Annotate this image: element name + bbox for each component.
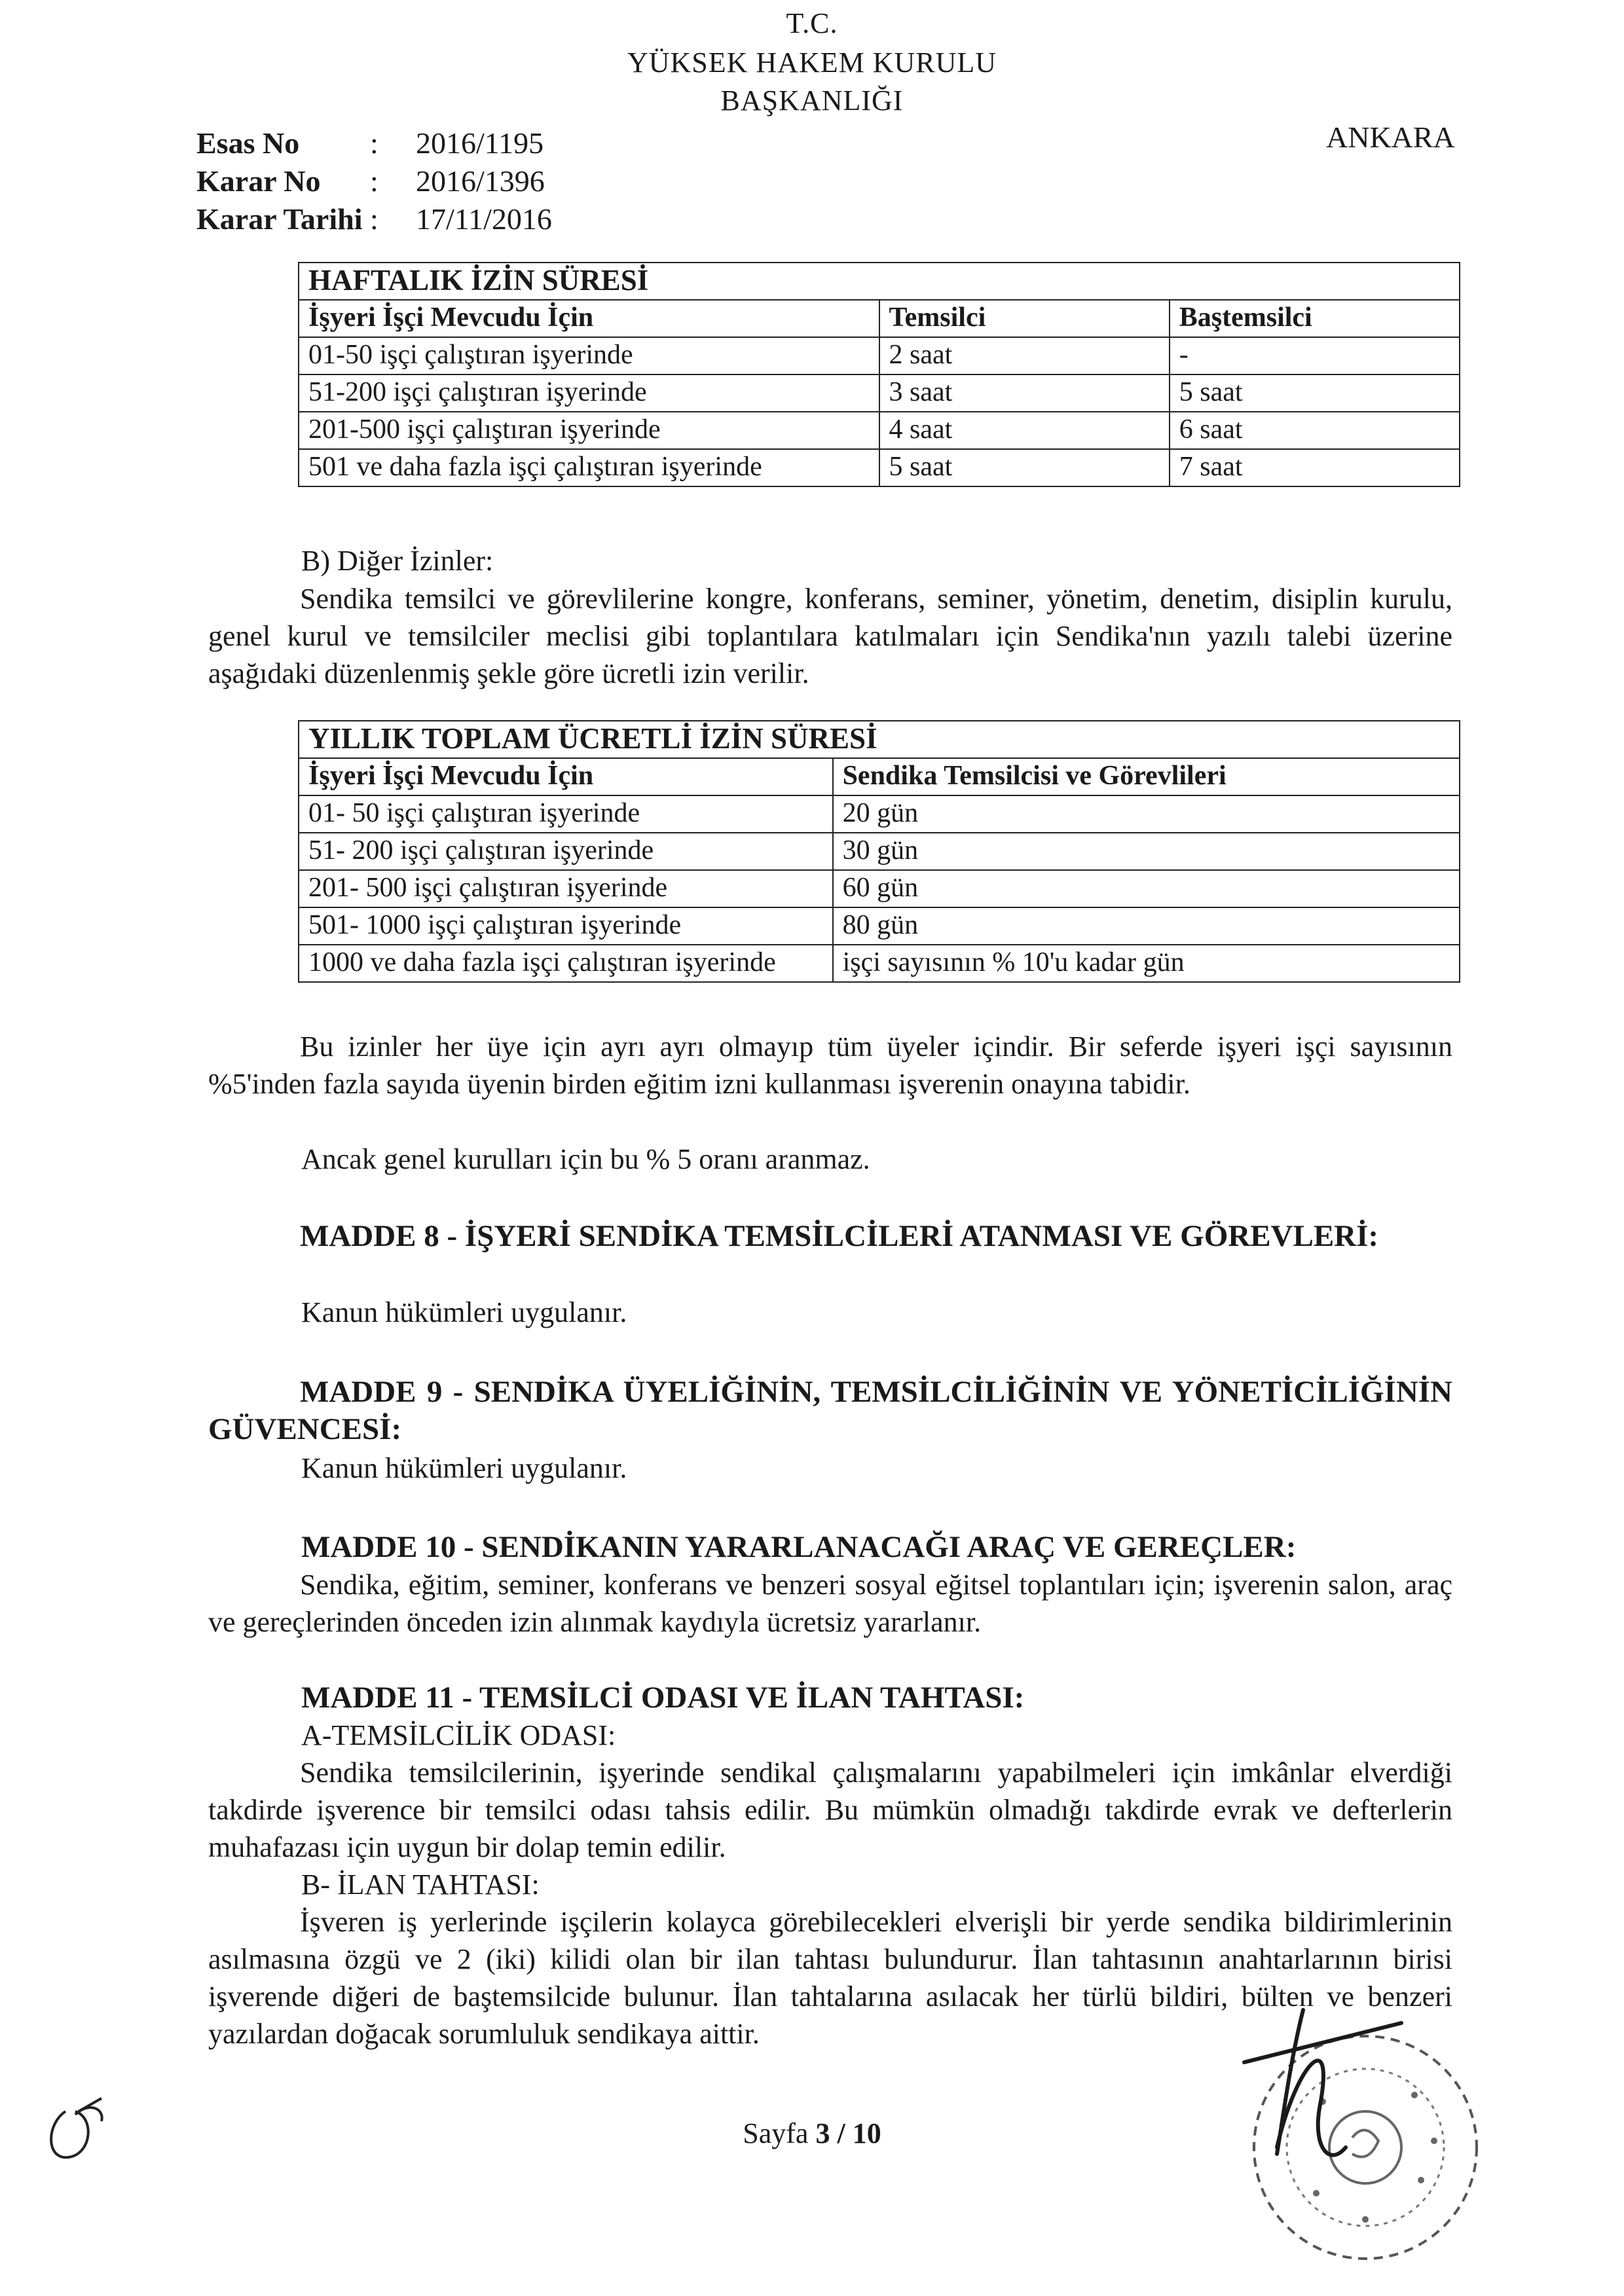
table-row <box>299 337 1460 374</box>
header-presidency: BAŞKANLIĞI <box>720 84 904 117</box>
table-title: HAFTALIK İZİN SÜRESİ <box>299 263 1460 300</box>
meta-sep: : <box>370 164 378 198</box>
meta-sep: : <box>370 126 378 160</box>
article-8-title: MADDE 8 - İŞYERİ SENDİKA TEMSİLCİLERİ ATANMASI VE GÖREVLERİ: <box>300 1219 1379 1253</box>
table-cell: 5 saat <box>879 449 1170 486</box>
table-cell: 60 gün <box>833 870 1460 907</box>
page-current: 3 <box>815 2117 830 2149</box>
article-11-a-text: Sendika temsilcilerinin, işyerinde sendikal çalışmalarını yapabilmeleri için imkânlar elverdiği takdirde işverence bir temsilci odası tahsis edilir. Bu mümkün olmadığı takdirde evrak ve defterlerin muhafazası için uygun bir dolap temin edilir. <box>208 1757 1452 1863</box>
paragraph-general-assembly: Ancak genel kurulları için bu % 5 oranı aranmaz. <box>301 1143 870 1175</box>
table-row <box>299 374 1460 412</box>
case-meta <box>196 124 552 238</box>
section-b-heading: B) Diğer İzinler: <box>301 545 494 577</box>
meta-key: Karar No <box>196 164 321 198</box>
table-cell: 6 saat <box>1170 412 1460 449</box>
table-header: Temsilci <box>879 300 1170 337</box>
article-9-title: MADDE 9 - SENDİKA ÜYELİĞİNİN, TEMSİLCİLİĞİNİN VE YÖNETİCİLİĞİNİN GÜVENCESİ: <box>208 1375 1452 1446</box>
meta-row-tarih <box>196 200 552 238</box>
table-row <box>299 945 1460 982</box>
table-header: İşyeri İşçi Mevcudu İçin <box>299 300 879 337</box>
header-tc: T.C. <box>786 7 838 39</box>
table-cell: 7 saat <box>1170 449 1460 486</box>
table-cell: 2 saat <box>879 337 1170 374</box>
table-row <box>299 870 1460 907</box>
table-cell: 3 saat <box>879 374 1170 412</box>
header-institution: YÜKSEK HAKEM KURULU <box>627 46 997 79</box>
meta-key: Esas No <box>196 126 300 160</box>
page-sep: / <box>830 2117 853 2149</box>
initials-signature <box>39 2072 124 2170</box>
article-11-a-heading: A-TEMSİLCİLİK ODASI: <box>301 1719 616 1751</box>
article-9-text: Kanun hükümleri uygulanır. <box>301 1452 627 1484</box>
table-cell: 20 gün <box>833 795 1460 833</box>
table-header: Baştemsilci <box>1170 300 1460 337</box>
meta-value: 2016/1396 <box>416 164 545 198</box>
article-10-text: Sendika, eğitim, seminer, konferans ve benzeri sosyal eğitsel toplantıları için; işverenin salon, araç ve gereçlerinden önceden izin alınmak kaydıyla ücretsiz yararlanır. <box>208 1569 1452 1638</box>
table-header: İşyeri İşçi Mevcudu İçin <box>299 758 833 795</box>
meta-key: Karar Tarihi <box>196 202 363 236</box>
meta-row-esas <box>196 124 552 162</box>
table-cell: 51-200 işçi çalıştıran işyerinde <box>299 374 879 412</box>
article-11-b-text: İşveren iş yerlerinde işçilerin kolayca görebilecekleri elverişli bir yerde sendika bildirimlerinin asılmasına özgü ve 2 (iki) kilidi olan bir ilan tahtası bulundurur. İlan tahtasının anahtarlarının birisi işverende diğeri de baştemsilcide bulunur. İlan tahtalarına asılacak her türlü bildiri, bülten ve benzeri yazılardan doğacak sorumluluk sendikaya aittir. <box>208 1906 1452 2050</box>
weekly-leave-table <box>298 262 1460 487</box>
table-title: YILLIK TOPLAM ÜCRETLİ İZİN SÜRESİ <box>299 721 1460 758</box>
table-cell: 201-500 işçi çalıştıran işyerinde <box>299 412 879 449</box>
table-row <box>299 795 1460 833</box>
annual-leave-table <box>298 720 1460 983</box>
article-11-title: MADDE 11 - TEMSİLCİ ODASI VE İLAN TAHTASI: <box>301 1681 1025 1715</box>
article-8-text: Kanun hükümleri uygulanır. <box>301 1296 627 1328</box>
paragraph-eligibility: Bu izinler her üye için ayrı ayrı olmayıp tüm üyeler içindir. Bir seferde işyeri işçi sayısının %5'inden fazla sayıda üyenin birden eğitim izni kullanması işverenin onayına tabidir. <box>208 1030 1452 1100</box>
table-row <box>299 449 1460 486</box>
meta-row-karar <box>196 162 552 200</box>
table-cell: 4 saat <box>879 412 1170 449</box>
city: ANKARA <box>1326 120 1455 154</box>
article-11-b-heading: B- İLAN TAHTASI: <box>301 1868 540 1901</box>
official-stamp <box>1205 1984 1513 2272</box>
table-row <box>299 412 1460 449</box>
page-total: 10 <box>852 2117 881 2149</box>
page-prefix: Sayfa <box>743 2117 816 2149</box>
meta-value: 17/11/2016 <box>416 202 552 236</box>
table-header: Sendika Temsilcisi ve Görevlileri <box>833 758 1460 795</box>
table-cell: 501 ve daha fazla işçi çalıştıran işyerinde <box>299 449 879 486</box>
table-cell: 501- 1000 işçi çalıştıran işyerinde <box>299 907 833 945</box>
table-cell: işçi sayısının % 10'u kadar gün <box>833 945 1460 982</box>
table-cell: 201- 500 işçi çalıştıran işyerinde <box>299 870 833 907</box>
table-cell: - <box>1170 337 1460 374</box>
table-cell: 1000 ve daha fazla işçi çalıştıran işyerinde <box>299 945 833 982</box>
table-cell: 80 gün <box>833 907 1460 945</box>
meta-value: 2016/1195 <box>416 126 544 160</box>
table-row <box>299 907 1460 945</box>
article-10-title: MADDE 10 - SENDİKANIN YARARLANACAĞI ARAÇ VE GEREÇLER: <box>301 1530 1297 1564</box>
meta-sep: : <box>370 202 378 236</box>
table-cell: 51- 200 işçi çalıştıran işyerinde <box>299 833 833 870</box>
table-cell: 01-50 işçi çalıştıran işyerinde <box>299 337 879 374</box>
table-cell: 30 gün <box>833 833 1460 870</box>
table-cell: 01- 50 işçi çalıştıran işyerinde <box>299 795 833 833</box>
table-row <box>299 833 1460 870</box>
section-b-text: Sendika temsilci ve görevlilerine kongre, konferans, seminer, yönetim, denetim, disiplin kurulu, genel kurul ve temsilciler meclisi gibi toplantılara katılmaları için Sendika'nın yazılı talebi üzerine aşağıdaki düzenlenmiş şekle göre ücretli izin verilir. <box>208 583 1452 689</box>
table-cell: 5 saat <box>1170 374 1460 412</box>
